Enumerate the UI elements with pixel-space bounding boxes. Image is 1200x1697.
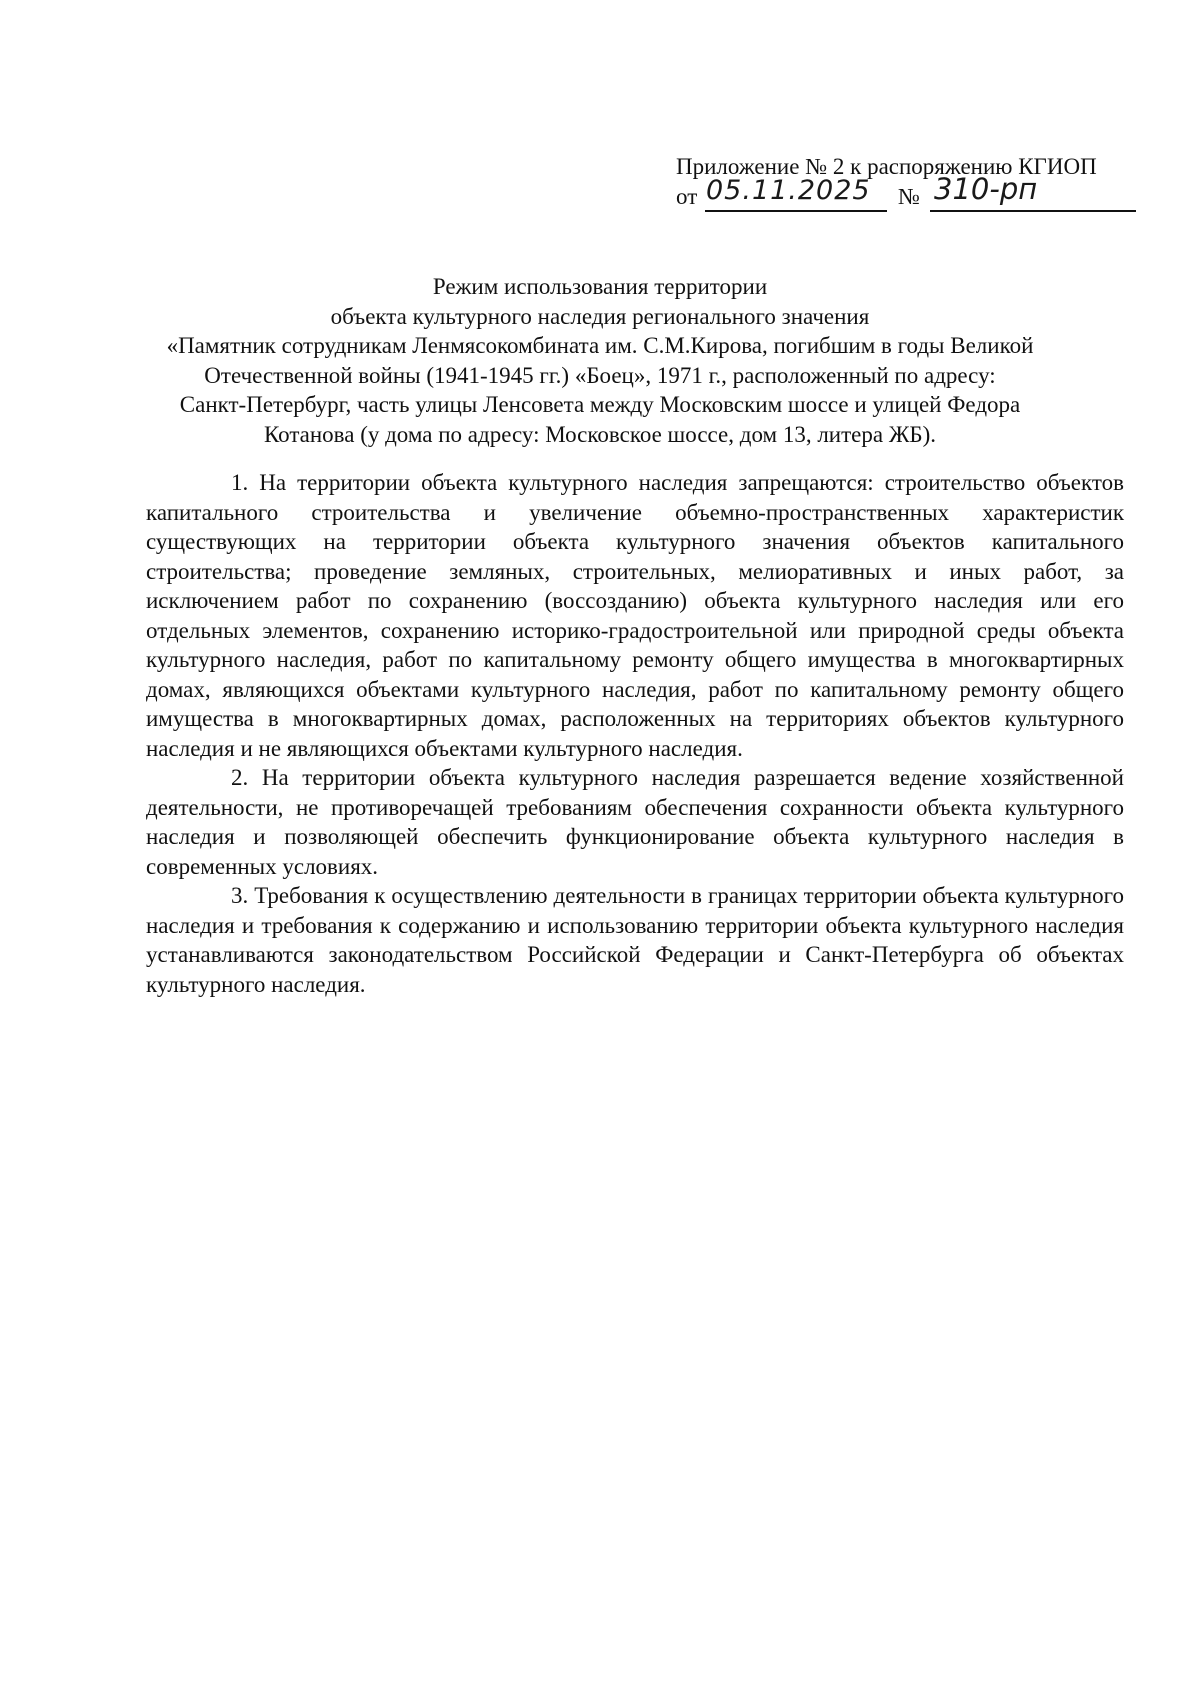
title-line: Санкт-Петербург, часть улицы Ленсовета между Московским шоссе и улицей Федора <box>179 392 1021 417</box>
annex-reference: Приложение № 2 к распоряжению КГИОП <box>676 154 1097 179</box>
date-underline <box>705 210 887 212</box>
handwritten-number: 310-рп <box>934 172 1038 206</box>
annex-date-number-line <box>676 172 1136 216</box>
title-line: Котанова (у дома по адресу: Московское шоссе, дом 13, литера ЖБ). <box>263 421 937 447</box>
document-title <box>120 272 1080 449</box>
title-line: Отечественной войны (1941-1945 гг.) «Боец», 1971 г., расположенный по адресу: <box>204 362 996 388</box>
number-underline <box>930 210 1136 212</box>
title-line: «Памятник сотрудникам Ленмясокомбината им. С.М.Кирова, погибшим в годы Великой <box>166 333 1034 358</box>
title-line: объекта культурного наследия регионального значения <box>330 303 870 329</box>
annex-header <box>676 152 1136 216</box>
paragraph-1: 1. На территории объекта культурного наследия запрещаются: строительство объектов капитального строительства и увеличение объемно-пространственных характеристик существующих на территории объекта культурного значения объектов капитального строительства; проведение земляных, строительных, мелиоративных и иных работ, за исключением работ по сохранению (воссозданию) объекта культурного наследия или его отдельных элементов, сохранению историко-градостроительной или природной среды объекта культурного наследия, работ по капитальному ремонту общего имущества в многоквартирных домах, являющихся объектами культурного наследия, работ по капитальному ремонту общего имущества в многоквартирных домах, расположенных на территориях объектов культурного наследия и не являющихся объектами культурного наследия. <box>146 470 1124 761</box>
document-body <box>146 468 1124 999</box>
handwritten-date: 05.11.2025 <box>706 175 871 206</box>
paragraph-3: 3. Требования к осуществлению деятельности в границах территории объекта культурного наследия и требования к содержанию и использованию территории объекта культурного наследия устанавливаются законодательством Российской Федерации и Санкт-Петербурга об объектах культурного наследия. <box>146 883 1124 997</box>
number-sign: № <box>898 184 920 209</box>
title-line: Режим использования территории <box>432 274 768 299</box>
from-label: от <box>676 184 698 209</box>
paragraph-2: 2. На территории объекта культурного наследия разрешается ведение хозяйственной деятельности, не противоречащей требованиям обеспечения сохранности объекта культурного наследия и позволяющей обеспечить функционирование объекта культурного наследия в современных условиях. <box>146 765 1124 879</box>
